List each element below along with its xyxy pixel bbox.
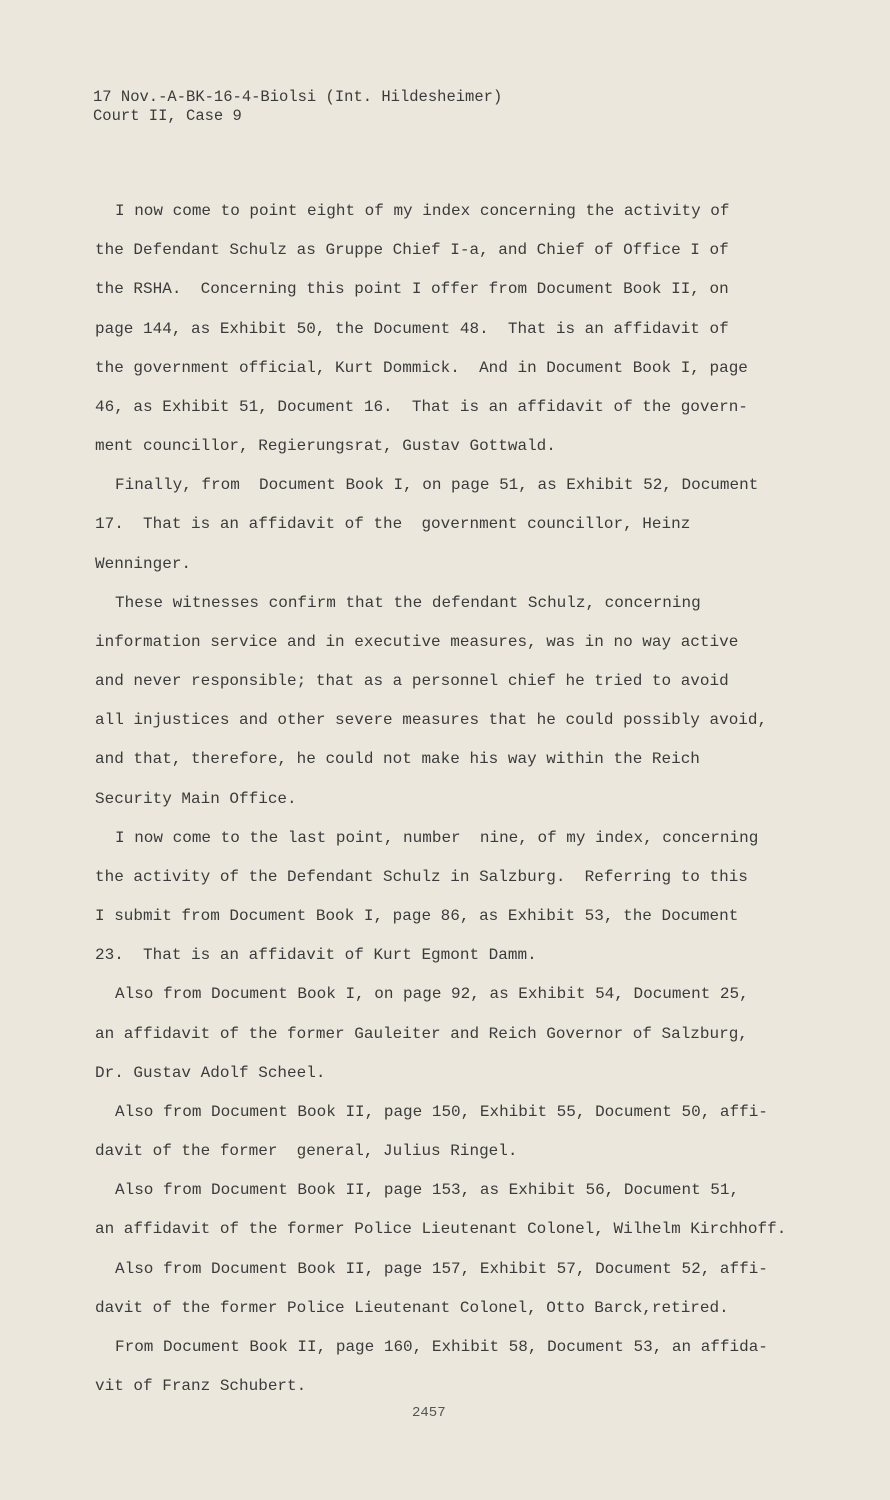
text-line: Security Main Office. — [95, 789, 297, 808]
text-line: These witnesses confirm that the defendant Schulz, concerning — [115, 593, 701, 612]
paragraph — [95, 1250, 786, 1328]
text-line: page 144, as Exhibit 50, the Document 48. That is an affidavit of — [95, 319, 729, 338]
paragraph — [95, 466, 786, 584]
text-line: vit of Franz Schubert. — [95, 1377, 307, 1396]
text-line: 46, as Exhibit 51, Document 16. That is an affidavit of the govern- — [95, 397, 748, 416]
text-line: davit of the former Police Lieutenant Colonel, Otto Barck,retired. — [95, 1298, 729, 1317]
text-line: I now come to point eight of my index concerning the activity of — [115, 202, 730, 220]
text-line: Also from Document Book I, on page 92, as Exhibit 54, Document 25, — [115, 985, 749, 1004]
text-line: I submit from Document Book I, page 86, as Exhibit 53, the Document — [95, 907, 739, 926]
text-line: Also from Document Book II, page 150, Exhibit 55, Document 50, affi- — [115, 1102, 768, 1121]
text-line: and that, therefore, he could not make his way within the Reich — [95, 750, 700, 769]
text-line: the RSHA. Concerning this point I offer from Document Book II, on — [95, 280, 729, 299]
text-line: From Document Book II, page 160, Exhibit 58, Document 53, an affida- — [115, 1337, 768, 1356]
paragraph — [95, 819, 786, 976]
paragraph — [95, 975, 786, 1093]
text-line: and never responsible; that as a personnel chief he tried to avoid — [95, 672, 729, 691]
text-line: the government official, Kurt Dommick. And in Document Book I, page — [95, 358, 748, 377]
text-line: 23. That is an affidavit of Kurt Egmont Damm. — [95, 946, 537, 965]
text-line: davit of the former general, Julius Ringel. — [95, 1142, 518, 1161]
text-line: an affidavit of the former Gauleiter and Reich Governor of Salzburg, — [95, 1024, 748, 1043]
text-line: Wenninger. — [95, 554, 192, 573]
paragraph — [95, 584, 786, 819]
header-reference-line: 17 Nov.-A-BK-16-4-Biolsi (Int. Hildesheimer) — [93, 88, 503, 106]
header-court-line: Court II, Case 9 — [93, 107, 242, 125]
text-line: Also from Document Book II, page 153, as Exhibit 56, Document 51, — [115, 1181, 740, 1200]
text-line: 17. That is an affidavit of the government councillor, Heinz — [95, 515, 691, 534]
text-line: I now come to the last point, number nine, of my index, concerning — [115, 828, 759, 847]
text-line: the Defendant Schulz as Gruppe Chief I-a, and Chief of Office I of — [95, 241, 729, 260]
document-body — [95, 192, 786, 1406]
text-line: Dr. Gustav Adolf Scheel. — [95, 1063, 326, 1082]
paragraph — [95, 1093, 786, 1171]
page-number: 2457 — [412, 1405, 446, 1421]
text-line: Finally, from Document Book I, on page 51, as Exhibit 52, Document — [115, 476, 759, 495]
text-line: an affidavit of the former Police Lieutenant Colonel, Wilhelm Kirchhoff. — [95, 1220, 787, 1239]
text-line: information service and in executive measures, was in no way active — [95, 632, 739, 651]
text-line: ment councillor, Regierungsrat, Gustav Gottwald. — [95, 437, 556, 456]
paragraph — [95, 192, 786, 466]
paragraph — [95, 1171, 786, 1249]
text-line: the activity of the Defendant Schulz in Salzburg. Referring to this — [95, 867, 748, 886]
paragraph — [95, 1328, 786, 1406]
text-line: all injustices and other severe measures that he could possibly avoid, — [95, 711, 768, 730]
document-header — [93, 88, 502, 126]
text-line: Also from Document Book II, page 157, Exhibit 57, Document 52, affi- — [115, 1259, 768, 1278]
